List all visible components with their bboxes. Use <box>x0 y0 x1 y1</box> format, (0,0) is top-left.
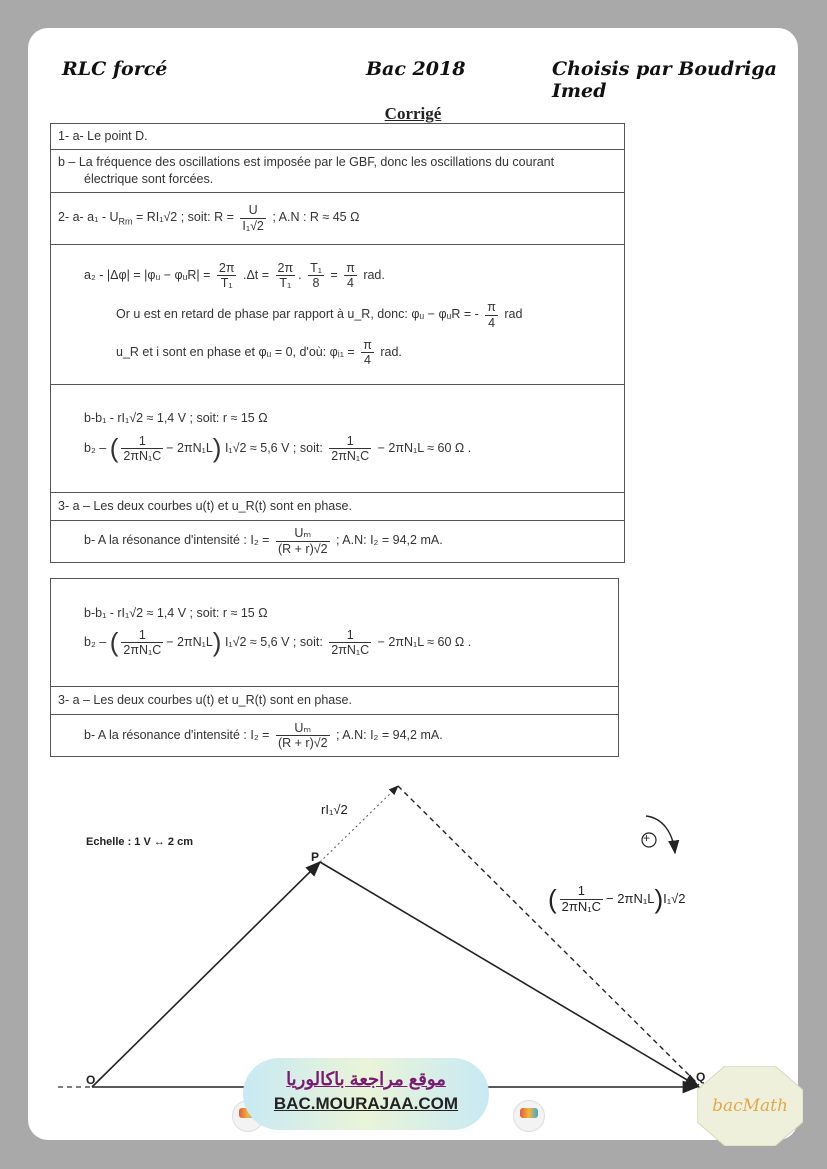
frac-den: 2πN₁C <box>331 643 370 658</box>
paren-close: ) <box>654 884 664 914</box>
point-P: P <box>311 850 320 864</box>
term-2piN1L: − 2πN₁L <box>166 635 213 650</box>
frac-num: Uₘ <box>294 526 312 541</box>
rotation-sign: + <box>643 831 651 845</box>
answer-2b2-value: I₁√2 ≈ 5,6 V ; soit: <box>224 635 323 650</box>
equals-sign: = <box>330 267 338 282</box>
answer-1b-line1: b – La fréquence des oscillations est imposée par le GBF, donc les oscillations du courant <box>58 154 555 169</box>
footer-arabic-link[interactable]: موقع مراجعة باكالوريا <box>286 1069 446 1089</box>
frac-den: 4 <box>344 275 357 290</box>
frac-num: 2π <box>277 260 294 275</box>
paren-close: ) <box>212 433 222 464</box>
frac-num: π <box>363 338 372 352</box>
badge-text: bacMath <box>712 1096 788 1116</box>
answer-2a1-an: ; A.N : R ≈ 45 Ω <box>272 210 360 225</box>
frac-num: 1 <box>346 433 354 448</box>
answer-3a: 3- a – Les deux courbes u(t) et u_R(t) sont en phase. <box>51 687 619 715</box>
paren-open: ( <box>548 884 557 914</box>
answer-2b2-prefix: b₂ – <box>84 440 107 455</box>
answer-3b-prefix: b- A la résonance d'intensité : I₂ = <box>84 727 270 742</box>
frac-num: Uₘ <box>294 720 312 735</box>
answer-2b1: b-b₁ - rI₁√2 ≈ 1,4 V ; soit: r ≈ 15 Ω <box>84 411 268 426</box>
answer-2b2-prefix: b₂ – <box>84 635 107 650</box>
vector-OP <box>92 862 320 1087</box>
answer-2a1-equals: = RI₁√2 ; soit: R = <box>132 210 234 225</box>
term-2piN1L: − 2πN₁L <box>166 440 213 455</box>
footer-url-link[interactable]: BAC.MOURAJAA.COM <box>273 1094 459 1113</box>
fraction-R-num: U <box>248 203 258 218</box>
answer-2a2-phase: u_R et i sont en phase et φᵤ = 0, d'où: φᵢ₁ = <box>116 345 355 360</box>
answer-3a: 3- a – Les deux courbes u(t) et u_R(t) sont en phase. <box>51 492 625 520</box>
frac-num: 1 <box>138 628 146 643</box>
frac-num: 1 <box>138 433 146 448</box>
frac-den: 2πN₁C <box>123 643 162 658</box>
answer-3b-an: ; A.N: I₂ = 94,2 mA. <box>336 533 443 548</box>
diagram-scale: Echelle : 1 V ↔ 2 cm <box>86 836 193 848</box>
fresnel-diagram <box>28 28 798 1140</box>
frac-den: (R + r)√2 <box>277 736 328 750</box>
frac-num: T₁ <box>310 260 322 275</box>
frac-num: π <box>346 260 355 275</box>
frac-num: π <box>487 300 496 315</box>
frac-den: 2πN₁C <box>123 449 162 464</box>
frac-den: 2πN₁C <box>561 899 602 914</box>
bacmath-badge <box>697 1066 803 1146</box>
frac-den: 2πN₁C <box>331 449 370 464</box>
term-I1-sqrt2: I₁√2 <box>663 890 686 906</box>
site-logo-right <box>513 1100 545 1132</box>
answer-2a2-dt: .Δt = <box>242 267 270 282</box>
footer-banner[interactable] <box>243 1058 489 1130</box>
frac-num: 1 <box>577 883 585 899</box>
answer-1a: 1- a- Le point D. <box>51 124 625 150</box>
fraction-1-2piN1C <box>560 884 603 915</box>
answer-2a2-dphi: a₂ - |Δφ| = |φᵤ − φᵤR| = <box>84 267 211 282</box>
frac-den: T₁ <box>276 275 296 290</box>
unit-rad: rad. <box>380 345 402 360</box>
frac-den: 4 <box>361 352 374 367</box>
frac-den: 4 <box>485 315 498 330</box>
unit-rad: rad <box>504 307 523 322</box>
frac-den: 8 <box>308 275 324 290</box>
document-page <box>28 28 798 1140</box>
paren-open: ( <box>109 627 119 658</box>
paren-close: ) <box>212 627 222 658</box>
page-title: Corrigé <box>384 104 442 123</box>
answer-3b-prefix: b- A la résonance d'intensité : I₂ = <box>84 533 270 548</box>
frac-den: T₁ <box>217 275 237 290</box>
term-2piN1L: − 2πN₁L <box>606 890 655 906</box>
vector-r <box>320 786 398 862</box>
answer-2a2-retard: Or u est en retard de phase par rapport à u_R, donc: φᵤ − φᵤR = - <box>116 307 479 322</box>
unit-rad: rad. <box>363 267 385 282</box>
header-author: Choisis par Boudriga Imed <box>552 58 777 102</box>
answer-2a1: 2- a- $a_1 - U_{Rm} = RI_1√2$ ; soit: R = $\frac{U}{\text{I₁√2}}$ ; A.N : R ≈ 45 Ω <box>51 192 625 244</box>
answer-2a1-prefix: 2- a- a₁ - U <box>58 210 119 225</box>
vector-r-label: rI₁√2 <box>321 802 348 817</box>
answer-1b-line2: électrique sont forcées. <box>84 171 214 186</box>
answer-2a2: a₂ - |Δφ| = |φᵤ − φᵤR| = $\frac{2\pi}{\text{T₁}}$ .Δt = $\frac{2\pi}{\text{T₁}}$ . $\frac{\text{T₁}}{8}$ = $\frac{\pi}{4}$ rad. Or u est en retard de phase par rapport à u_R, donc: φᵤ − φᵤR = - $\frac{\pi}{4}$ rad u_R et i sont en phase et φᵤ = 0, d'où: φᵢ₁ = $\frac{\pi}{4}$ rad. <box>51 244 625 384</box>
vector-LC-label <box>548 884 686 915</box>
paren-open: ( <box>109 433 119 464</box>
answer-2b1: b-b₁ - rI₁√2 ≈ 1,4 V ; soit: r ≈ 15 Ω <box>84 605 268 620</box>
point-Q: Q <box>696 1070 706 1084</box>
header-exam: Bac 2018 <box>366 58 466 80</box>
answer-3b-an: ; A.N: I₂ = 94,2 mA. <box>336 727 443 742</box>
point-O: O <box>86 1073 96 1087</box>
frac-num: 2π <box>218 260 235 275</box>
frac-num: 1 <box>346 628 354 643</box>
answer-2b2-value: I₁√2 ≈ 5,6 V ; soit: <box>224 440 323 455</box>
answer-2b2-result: − 2πN₁L ≈ 60 Ω . <box>377 635 472 650</box>
answer-2b2-result: − 2πN₁L ≈ 60 Ω . <box>377 440 472 455</box>
header-topic: RLC forcé <box>62 58 168 80</box>
frac-den: (R + r)√2 <box>277 541 328 556</box>
fraction-R-den: I₁√2 <box>242 218 264 233</box>
